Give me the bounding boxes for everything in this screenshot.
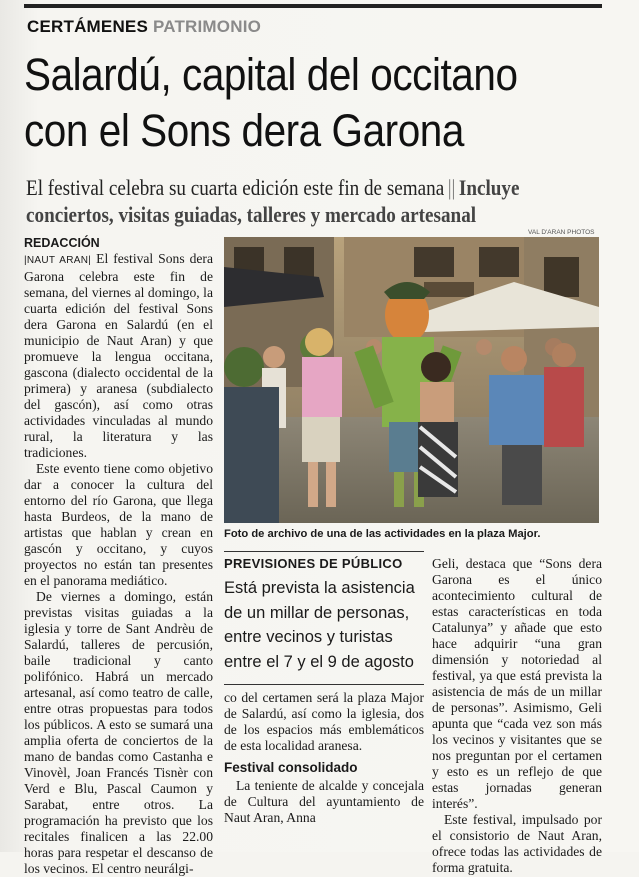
photo-caption: Foto de archivo de una de las actividades en la plaza Major. — [224, 528, 541, 540]
festival-scene-illustration — [224, 237, 599, 523]
headline-line-2: con el Sons dera Garona — [24, 105, 464, 156]
subhead-part-1: El festival celebra su cuarta edición este fin de semana — [26, 175, 445, 200]
article-paragraph: co del certamen será la plaza Major de Salardú, así como la iglesia, dos de los espacios más emblemáticos de esta localidad aranesa. — [224, 690, 424, 753]
byline-location: NAUT ARAN — [26, 255, 89, 266]
article-paragraph: Geli, destaca que “Sons dera Garona es el único acontecimiento cultural de estas características en toda Catalunya” y añade que esto hace adquirir “una gran dimensión y notoriedad al festival, ya que está prevista la asistencia de más de un millar de personas”. Asimismo, Geli apunta que “cada vez son más los vecinos y visitantes que se nos preguntan por el certamen y esto es un reflejo de que estas jornadas generan interés”. — [432, 556, 602, 811]
article-paragraph: La teniente de alcalde y concejala de Cultura del ayuntamiento de Naut Aran, Anna — [224, 778, 424, 825]
festival-photo — [224, 237, 599, 523]
subhead-part-2b: conciertos, visitas guiadas, talleres y mercado artesanal — [26, 202, 477, 227]
photo-credit: VAL D'ARAN PHOTOS — [528, 229, 595, 236]
box-top-rule — [224, 551, 424, 552]
article-column-2 — [224, 690, 424, 826]
box-body: Está prevista la asistencia de un millar de personas, entre vecinos y turistas entre el 7 y el 9 de agosto — [224, 579, 415, 671]
article-column-1 — [24, 236, 213, 877]
subheadline — [26, 174, 600, 228]
subhead-part-2a: Incluye — [458, 175, 520, 200]
headline — [24, 47, 555, 159]
section-label — [27, 17, 261, 37]
section-secondary: PATRIMONIO — [152, 17, 262, 36]
article-paragraph — [24, 251, 213, 461]
box-title: PREVISIONES DE PÚBLICO — [224, 556, 403, 571]
section-subtitle: Festival consolidado — [224, 760, 358, 775]
subhead-separator: || — [447, 175, 456, 200]
headline-line-1: Salardú, capital del occitano — [24, 49, 518, 100]
article-paragraph: De viernes a domingo, están previstas visitas guiadas a la iglesia y torre de Sant Andrèu de Salardú, talleres de percusión, baile tradicional y canto polifónico. Habrá un mercado artesanal, así como teatro de calle, entre otras propuestas para todos los públicos. A esto se sumará una amplia oferta de conciertos de la mano de bandas como Castanha e Vinovèl, Joan Francés Tisnèr con Verd e Blu, Pascal Caumon y Sarabat, entre otros. La programación ha previsto que los recitales finalicen a las 22.00 horas para respetar el descanso de los vecinos. El centro neurálgi- — [24, 589, 213, 876]
article-paragraph: Este evento tiene como objetivo dar a conocer la cultura del entorno del río Garona, que llega hasta Burdeos, de la mano de artistas que hablan y crean en gascón y occitano, y cuyos proyectos no están tan presentes en el panorama mediático. — [24, 461, 213, 588]
article-text: El festival Sons dera Garona celebra este fin de semana, del viernes al domingo, la cuarta edición del festival Sons dera Garona en Salardú (en el municipio de Naut Aran) y que promueve la lengua occitana, gascona (dialecto occidental de la primera) y aranesa (subdialecto del gascón), así como otras actividades vinculadas al mundo rural, la literatura y las tradiciones. — [24, 251, 213, 460]
box-bottom-rule — [224, 684, 424, 685]
byline-location-suffix: | — [88, 255, 92, 266]
article-paragraph: Este festival, impulsado por el consistorio de Naut Aran, ofrece todas las actividades de forma gratuita. — [432, 812, 602, 875]
article-column-3 — [432, 556, 602, 876]
top-rule — [24, 4, 602, 8]
byline-author: REDACCIÓN — [24, 236, 100, 250]
section-primary: CERTÁMENES — [27, 17, 149, 36]
byline-location-prefix: | — [24, 255, 27, 266]
